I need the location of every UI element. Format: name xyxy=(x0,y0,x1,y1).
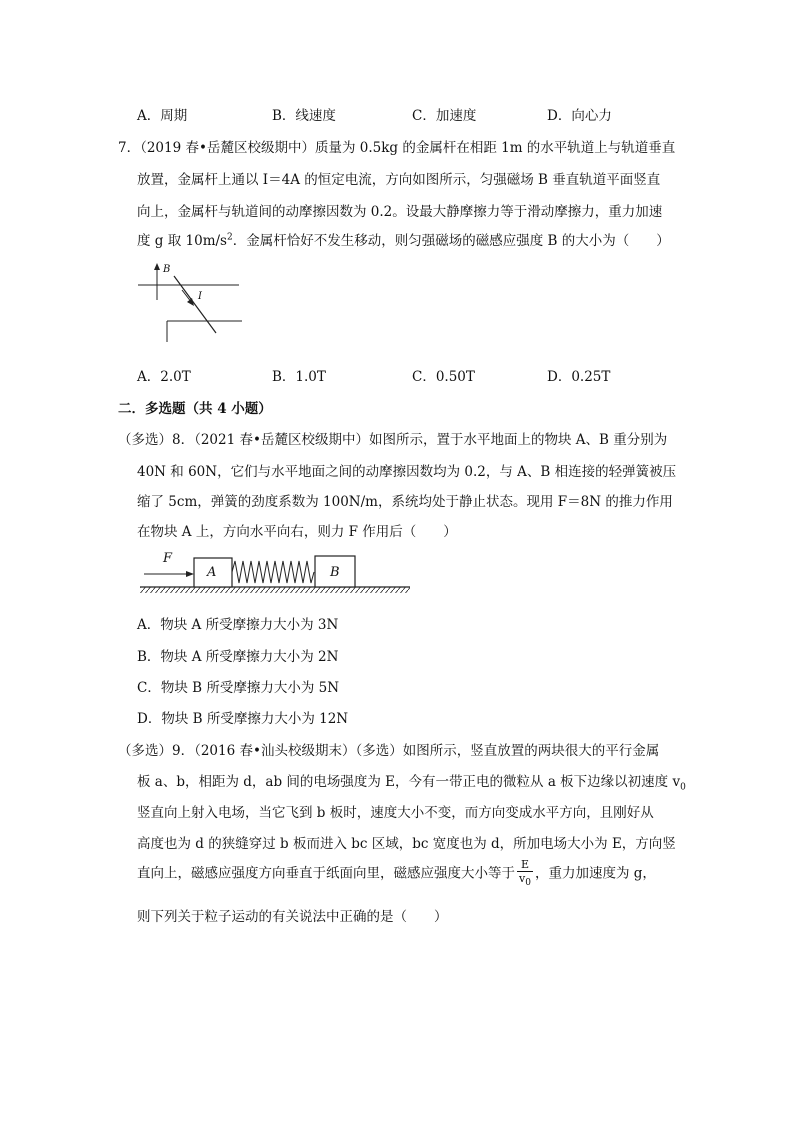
q8-option-a: A．物块 A 所受摩擦力大小为 3N xyxy=(137,617,339,633)
q8-option-d: D．物块 B 所受摩擦力大小为 12N xyxy=(137,711,349,727)
q9-stem-line4: 高度也为 d 的狭缝穿过 b 板而进入 bc 区域，bc 宽度也为 d，所加电场大小为 E，方向竖 xyxy=(137,836,676,852)
q7-stem-line3: 向上，金属杆与轨道间的动摩擦因数为 0.2。设最大静摩擦力等于滑动摩擦力，重力加速 xyxy=(137,204,663,220)
q7-figure-label-b: B xyxy=(163,264,171,275)
q7-option-b: B．1.0T xyxy=(272,369,326,385)
q9-stem-line2: 板 a、b，相距为 d，ab 间的电场强度为 E，今有一带正电的微粒从 a 板下边缘以初速度 $v_0$ xyxy=(137,774,686,793)
q8-option-c: C．物块 B 所受摩擦力大小为 5N xyxy=(137,680,340,696)
q8-stem-line1: （多选）8．（2021 春•岳麓区校级期中）如图所示，置于水平地面上的物块 A、B 重分别为 xyxy=(118,432,668,448)
q9-stem-line3: 竖直向上射入电场，当它飞到 b 板时，速度大小不变，而方向变成水平方向，且刚好从 xyxy=(137,805,654,821)
q9-stem-line1: （多选）9．（2016 春•汕头校级期末）（多选）如图所示，竖直放置的两块很大的平行金属 xyxy=(118,743,660,759)
q7-figure-rails xyxy=(134,260,244,346)
q7-option-a: A．2.0T xyxy=(137,369,191,385)
q8-stem-line4: 在物块 A 上，方向水平向右，则力 F 作用后（ ） xyxy=(137,524,457,540)
q7-option-d: D．0.25T xyxy=(547,369,611,385)
q6-option-c: C．加速度 xyxy=(412,108,477,124)
q7-stem-line4: 度 g 取 $10m/s^2$．金属杆恰好不发生移动，则匀强磁场的磁感应强度 B 的大小为（ ） xyxy=(137,232,670,249)
q7-stem-line1: 7．（2019 春•岳麓区校级期中）质量为 0.5kg 的金属杆在相距 1m 的水平轨道上与轨道垂直 xyxy=(118,140,676,156)
q8-figure-label-b: B xyxy=(330,565,340,580)
q7-figure-label-i: I xyxy=(198,291,202,302)
q8-stem-line3: 缩了 5cm，弹簧的劲度系数为 100N/m，系统均处于静止状态。现用 F＝8N 的推力作用 xyxy=(137,494,673,510)
q8-option-b: B．物块 A 所受摩擦力大小为 2N xyxy=(137,649,339,665)
q8-figure-blocks-spring xyxy=(138,548,413,596)
q7-option-c: C．0.50T xyxy=(412,369,475,385)
q9-fraction-e-over-v0: $\frac{E}{v_0}$ xyxy=(519,858,531,889)
q9-stem-line5: 直向上，磁感应强度方向垂直于纸面向里，磁感应强度大小等于 $\frac{E}{v_0}$ ，重力加速度为 g， xyxy=(137,858,656,889)
q7-stem-line2: 放置，金属杆上通以 I＝4A 的恒定电流，方向如图所示，匀强磁场 B 垂直轨道平面竖直 xyxy=(137,172,661,188)
q6-option-d: D．向心力 xyxy=(547,108,612,124)
q8-stem-line2: 40N 和 60N，它们与水平地面之间的动摩擦因数均为 0.2，与 A、B 相连接的轻弹簧被压 xyxy=(137,464,677,480)
q8-figure-label-f: F xyxy=(163,551,173,566)
section-heading-multiple-choice: 二．多选题（共 4 小题） xyxy=(118,401,272,417)
q8-figure-label-a: A xyxy=(207,565,217,580)
q6-option-b: B．线速度 xyxy=(272,108,336,124)
q6-option-a: A．周期 xyxy=(137,108,188,124)
q9-stem-line6: 则下列关于粒子运动的有关说法中正确的是（ ） xyxy=(137,909,448,925)
